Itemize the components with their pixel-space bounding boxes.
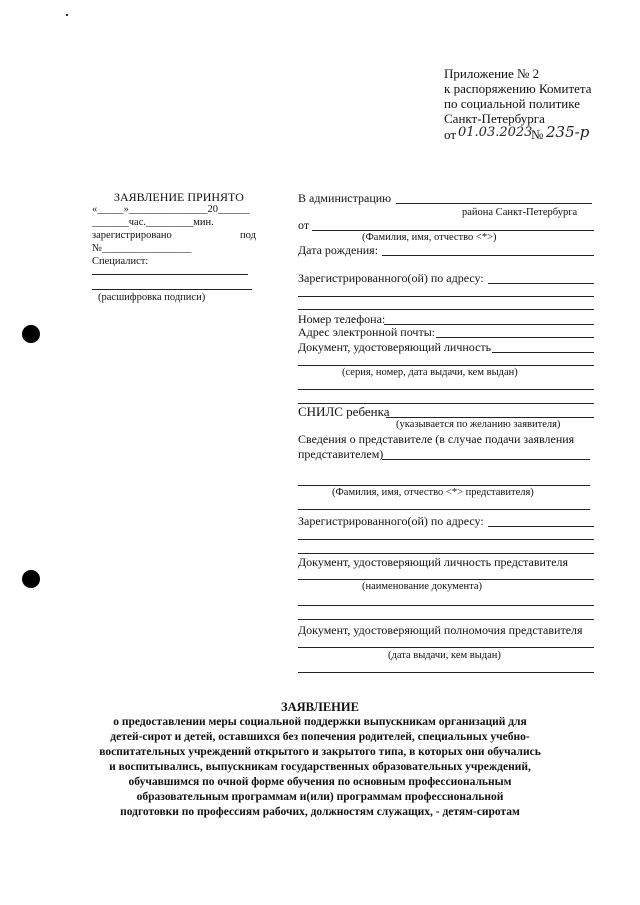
handwritten-date: 01.03.2023: [458, 125, 533, 140]
acceptance-time-line: _______час._________мин.: [92, 217, 214, 228]
rep-name-field[interactable]: [298, 485, 590, 486]
authority-doc-field[interactable]: [298, 647, 594, 648]
signature-caption: (расшифровка подписи): [98, 292, 206, 303]
statement-line-1: о предоставлении меры социальной поддержки выпускникам организаций для: [113, 716, 527, 728]
email-field[interactable]: [436, 337, 594, 338]
rep-fio-caption: (Фамилия, имя, отчество <*> представителя): [332, 487, 534, 498]
rep-doc-caption: (наименование документа): [362, 581, 483, 592]
doc-caption: (серия, номер, дата выдачи, кем выдан): [342, 367, 518, 378]
scan-speck: [66, 14, 68, 16]
punch-hole-bottom: [22, 570, 40, 588]
appendix-line-3: по социальной политике: [444, 96, 580, 111]
from-label: от: [298, 218, 310, 232]
phone-label: Номер телефона:: [298, 312, 386, 326]
birth-date-label: Дата рождения:: [298, 243, 379, 257]
email-label: Адрес электронной почты:: [298, 325, 436, 339]
identity-doc-label: Документ, удостоверяющий личность: [298, 340, 492, 354]
applicant-name-field[interactable]: [312, 230, 594, 231]
statement-line-3: воспитательных учреждений открытого и закрытого типа, в которых они обучались: [99, 746, 541, 758]
statement-line-4: и воспитывались, выпускникам государственных образовательных учреждений,: [109, 761, 531, 773]
statement-line-7: подготовки по профессиям рабочих, должностям служащих, - детям-сиротам: [120, 806, 520, 818]
appendix-line-4: Санкт-Петербурга: [444, 111, 545, 126]
snils-caption: (указывается по желанию заявителя): [396, 419, 561, 430]
statement-line-2: детей-сирот и детей, оставшихся без попечения родителей, специальных учебно-: [110, 731, 530, 743]
reg-address-field[interactable]: [488, 283, 594, 284]
specialist-label: Специалист:: [92, 256, 149, 267]
registration-number: №_________________: [92, 243, 192, 254]
appendix-line-2: к распоряжению Комитета: [444, 81, 592, 96]
handwritten-number: 235-р: [546, 123, 590, 141]
authority-doc-label: Документ, удостоверяющий полномочия представителя: [298, 623, 583, 637]
admin-field[interactable]: [396, 203, 592, 204]
rep-identity-doc-label: Документ, удостоверяющий личность представителя: [298, 555, 569, 569]
rep-info-line-1: Сведения о представителе (в случае подачи заявления: [298, 432, 575, 446]
specialist-signature-line: [92, 274, 248, 275]
rep-identity-doc-line-3[interactable]: [298, 619, 594, 620]
rep-reg-address-label: Зарегистрированного(ой) по адресу:: [298, 514, 484, 528]
rep-name-line-2[interactable]: [298, 509, 590, 510]
reg-address-line-2[interactable]: [298, 296, 594, 297]
to-admin-label: В администрацию: [298, 191, 392, 205]
identity-doc-line-3[interactable]: [298, 389, 594, 390]
statement-line-6: образовательным программам и(или) программам профессиональной: [136, 791, 504, 803]
appendix-num-sign: №: [531, 127, 544, 142]
reg-address-line-3[interactable]: [298, 309, 594, 310]
statement-heading: ЗАЯВЛЕНИЕ: [281, 700, 359, 714]
statement-line-5: обучавшимся по очной форме обучения по основным профессиональным: [128, 776, 512, 788]
rep-info-line-2: представителем): [298, 447, 384, 461]
rep-reg-address-line-2[interactable]: [298, 539, 594, 540]
acceptance-date-line: «_____»_______________20______: [92, 204, 250, 215]
rep-reg-address-field[interactable]: [488, 526, 594, 527]
district-caption: района Санкт-Петербурга: [462, 207, 578, 218]
appendix-line-1: Приложение № 2: [444, 66, 540, 81]
signature-decode-line: [92, 289, 252, 290]
snils-field[interactable]: [386, 417, 594, 418]
acceptance-title: ЗАЯВЛЕНИЕ ПРИНЯТО: [114, 190, 244, 204]
authority-doc-line-2[interactable]: [298, 672, 594, 673]
reg-address-label: Зарегистрированного(ой) по адресу:: [298, 271, 484, 285]
appendix-ot: от: [444, 127, 457, 142]
identity-doc-field[interactable]: [492, 352, 594, 353]
punch-hole-top: [22, 325, 40, 343]
registered-label: зарегистрировано: [92, 230, 172, 241]
identity-doc-line-2[interactable]: [298, 365, 594, 366]
rep-identity-doc-line-2[interactable]: [298, 605, 594, 606]
snils-label: СНИЛС ребенка: [298, 404, 390, 419]
under-label: под: [240, 230, 256, 241]
rep-info-field[interactable]: [382, 459, 590, 460]
rep-reg-address-line-3[interactable]: [298, 553, 594, 554]
birth-date-field[interactable]: [382, 255, 594, 256]
rep-identity-doc-field[interactable]: [298, 579, 594, 580]
fio-caption: (Фамилия, имя, отчество <*>): [362, 232, 497, 243]
authority-caption: (дата выдачи, кем выдан): [388, 650, 501, 661]
